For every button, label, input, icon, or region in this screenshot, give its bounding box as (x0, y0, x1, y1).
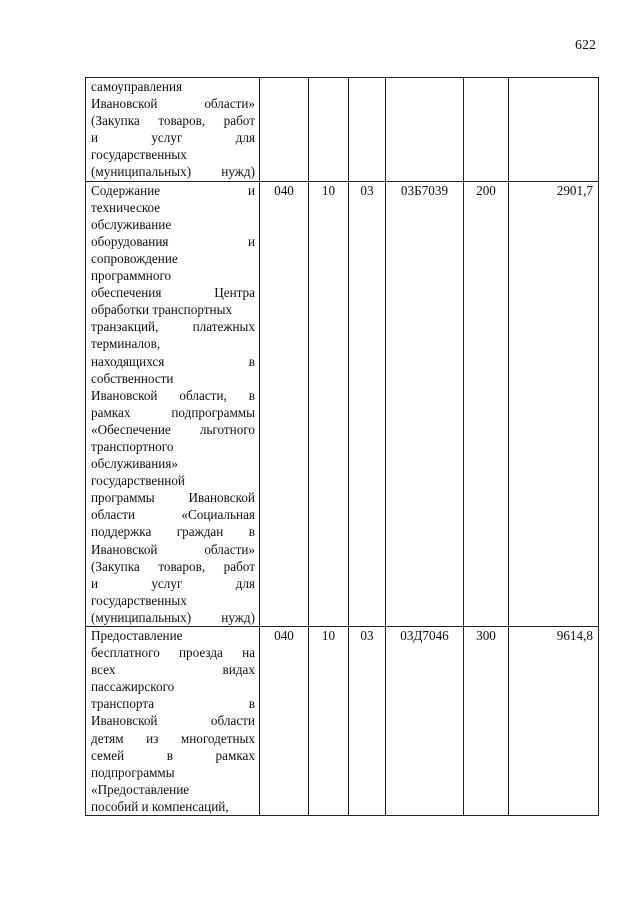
description-line (91, 301, 255, 318)
description-word: государственных (91, 147, 187, 163)
description-word: для (235, 575, 255, 591)
amount-cell: 2901,7 (509, 181, 599, 626)
section-code-cell: 10 (309, 181, 349, 626)
description-line (91, 95, 255, 112)
description-word: обслуживание (91, 216, 172, 232)
ministry-code-cell: 040 (260, 181, 309, 626)
amount-cell (509, 78, 599, 182)
description-word: находящихся (91, 353, 165, 369)
description-word: техническое (91, 199, 161, 215)
description-line (91, 712, 255, 729)
description-word: подпрограммы (171, 404, 255, 420)
description-word: нужд) (221, 164, 255, 180)
description-word: нужд) (221, 609, 255, 625)
description-line (91, 353, 255, 370)
target-article-cell: 03Б7039 (386, 181, 464, 626)
description-word: видах (222, 662, 255, 678)
description-word: государственных (91, 592, 187, 608)
description-word: Предоставление (91, 628, 183, 643)
description-word: в (248, 696, 255, 712)
description-word: (Закупка (91, 113, 140, 129)
description-line (91, 644, 255, 661)
description-line (91, 335, 255, 352)
description-word: (муниципальных) (91, 609, 192, 625)
table-row (86, 181, 599, 626)
description-line (91, 661, 255, 678)
description-line (91, 199, 255, 216)
description-word: всех (91, 662, 116, 678)
description-word: Ивановской (188, 490, 255, 506)
target-article-cell (386, 78, 464, 182)
description-word: собственности (91, 370, 174, 386)
description-line (91, 112, 255, 129)
description-line (91, 284, 255, 301)
description-word: подпрограммы (91, 764, 175, 780)
description-word: самоуправления (91, 79, 183, 94)
description-word: обслуживания» (91, 456, 179, 472)
description-word: рамках (91, 404, 131, 420)
expense-type-cell: 200 (464, 181, 509, 626)
description-line (91, 678, 255, 695)
description-line (91, 541, 255, 558)
description-word: оборудования (91, 233, 169, 249)
description-word: товаров, (158, 113, 206, 129)
description-word: рамках (215, 747, 255, 763)
description-word: и (247, 233, 255, 249)
description-word: в (248, 524, 255, 540)
description-line (91, 558, 255, 575)
description-word: услуг (151, 130, 183, 146)
ministry-code-cell: 040 (260, 627, 309, 816)
description-word: Содержание (91, 182, 161, 198)
description-word: и (247, 182, 255, 198)
expense-type-cell: 300 (464, 627, 509, 816)
ministry-code-cell (260, 78, 309, 182)
description-line (91, 250, 255, 267)
description-word: Центра (214, 285, 255, 301)
description-line (91, 472, 255, 489)
description-line (91, 747, 255, 764)
description-line (91, 781, 255, 798)
description-word: услуг (151, 575, 183, 591)
description-word: Ивановской (91, 713, 158, 729)
description-word: работ (223, 558, 255, 574)
description-word: пассажирского (91, 679, 175, 695)
description-line (91, 489, 255, 506)
description-word: семей (91, 747, 125, 763)
description-word: многодетных (180, 730, 255, 746)
description-line (91, 404, 255, 421)
description-word: обеспечения (91, 285, 162, 301)
description-line (91, 421, 255, 438)
table-row (86, 627, 599, 816)
description-word: (Закупка (91, 558, 140, 574)
description-cell (86, 78, 260, 182)
description-word: «Обеспечение (91, 421, 171, 437)
description-word: области, (179, 387, 227, 403)
description-line (91, 627, 255, 644)
description-line (91, 438, 255, 455)
description-word: пособий и компенсаций, (91, 798, 229, 814)
description-cell (86, 181, 260, 626)
description-word: области» (204, 96, 255, 112)
description-line (91, 370, 255, 387)
description-word: платежных (192, 319, 255, 335)
description-word: работ (223, 113, 255, 129)
description-cell (86, 627, 260, 816)
amount-cell: 9614,8 (509, 627, 599, 816)
subsection-code-cell: 03 (349, 627, 386, 816)
description-line (91, 216, 255, 233)
description-word: на (242, 645, 255, 661)
table-row (86, 78, 599, 182)
description-line (91, 523, 255, 540)
description-word: области (91, 507, 136, 523)
section-code-cell: 10 (309, 627, 349, 816)
description-line (91, 267, 255, 284)
description-line (91, 609, 255, 626)
description-line (91, 146, 255, 163)
description-word: проезда (178, 645, 223, 661)
description-word: детям (91, 730, 124, 746)
description-line (91, 575, 255, 592)
description-line (91, 506, 255, 523)
description-word: Ивановской (91, 541, 158, 557)
budget-table (85, 77, 599, 816)
description-word: (муниципальных) (91, 164, 192, 180)
subsection-code-cell (349, 78, 386, 182)
description-word: «Предоставление (91, 781, 190, 797)
description-word: в (166, 747, 173, 763)
description-line (91, 318, 255, 335)
description-line (91, 129, 255, 146)
description-line (91, 163, 255, 180)
description-word: и (91, 130, 99, 146)
description-line (91, 78, 255, 95)
description-line (91, 764, 255, 781)
description-word: государственной (91, 473, 185, 489)
description-word: в (248, 387, 255, 403)
description-line (91, 387, 255, 404)
description-word: льготного (199, 421, 255, 437)
expense-type-cell (464, 78, 509, 182)
description-word: программного (91, 268, 172, 284)
description-line (91, 695, 255, 712)
description-word: Ивановской (91, 387, 158, 403)
description-word: «Социальная (181, 507, 255, 523)
description-word: товаров, (158, 558, 206, 574)
description-word: программы (91, 490, 155, 506)
section-code-cell (309, 78, 349, 182)
description-word: транспортного (91, 438, 174, 454)
description-word: граждан (176, 524, 224, 540)
description-line (91, 233, 255, 250)
description-word: области (210, 713, 255, 729)
description-line (91, 798, 255, 815)
description-word: обработки транспортных (91, 302, 233, 318)
description-line (91, 730, 255, 747)
target-article-cell: 03Д7046 (386, 627, 464, 816)
description-line (91, 182, 255, 199)
description-word: Ивановской (91, 96, 158, 112)
description-word: для (235, 130, 255, 146)
description-word: и (91, 575, 99, 591)
description-line (91, 592, 255, 609)
page-number: 622 (575, 38, 596, 53)
description-word: области» (204, 541, 255, 557)
subsection-code-cell: 03 (349, 181, 386, 626)
description-word: транспорта (91, 696, 155, 712)
description-word: из (146, 730, 159, 746)
description-word: сопровождение (91, 250, 178, 266)
description-word: терминалов, (91, 336, 161, 352)
description-word: транзакций, (91, 319, 159, 335)
table-body (86, 78, 599, 816)
description-word: поддержка (91, 524, 152, 540)
description-word: бесплатного (91, 645, 160, 661)
description-word: в (248, 353, 255, 369)
description-line (91, 455, 255, 472)
